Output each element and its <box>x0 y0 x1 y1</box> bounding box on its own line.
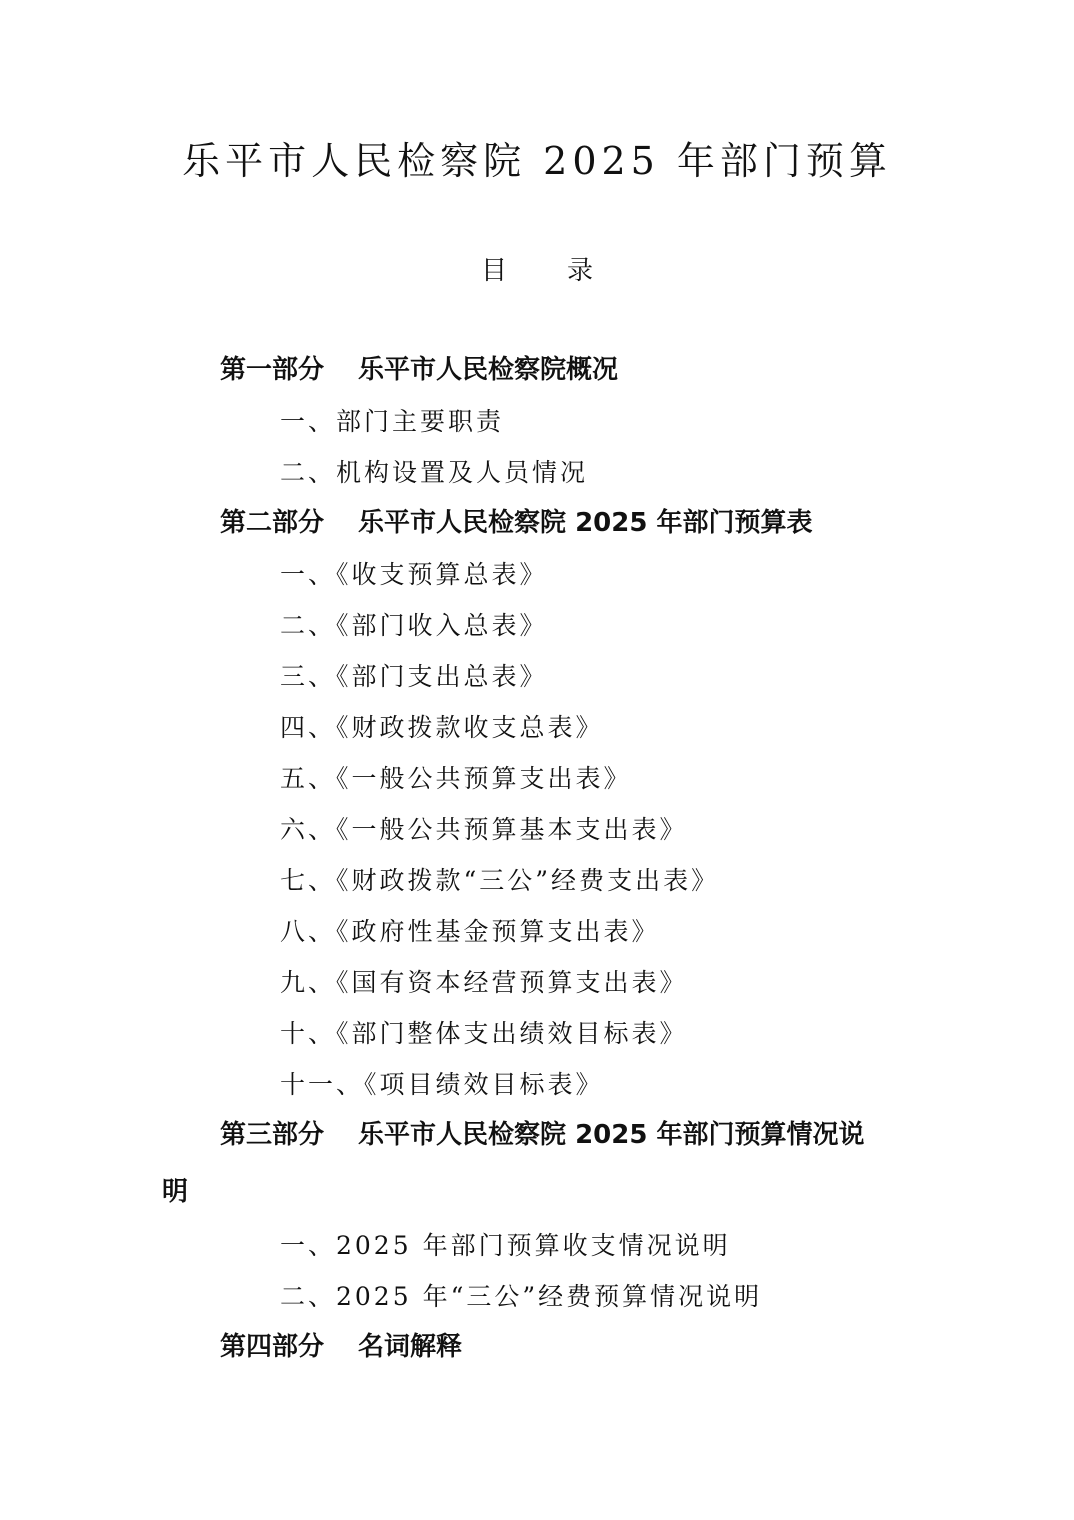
toc-item[interactable]: 二、机构设置及人员情况 <box>280 458 589 487</box>
document-title: 乐平市人民检察院 2025 年部门预算 <box>182 139 892 183</box>
toc-heading <box>0 250 1074 287</box>
part-label: 第三部分 <box>220 1120 325 1150</box>
toc-item[interactable]: 五、《一般公共预算支出表》 <box>280 764 632 793</box>
toc-heading-char-2: 录 <box>567 256 594 286</box>
toc-item[interactable]: 一、《收支预算总表》 <box>280 560 548 589</box>
toc-part-4[interactable] <box>0 1322 1074 1373</box>
toc-item[interactable]: 一、部门主要职责 <box>280 407 505 436</box>
toc-item[interactable]: 四、《财政拨款收支总表》 <box>280 713 604 742</box>
part-title: 名词解释 <box>358 1332 463 1362</box>
part-title-continuation: 明 <box>162 1177 189 1207</box>
toc-part-3[interactable] <box>0 1110 1074 1220</box>
part-title: 乐平市人民检察院概况 <box>358 355 619 385</box>
part-label: 第一部分 <box>220 355 325 385</box>
table-of-contents <box>0 345 1074 1373</box>
toc-part-2[interactable] <box>0 498 1074 549</box>
part-label: 第二部分 <box>220 508 325 538</box>
toc-item[interactable]: 一、2025 年部门预算收支情况说明 <box>280 1231 731 1260</box>
part-label: 第四部分 <box>220 1332 325 1362</box>
toc-heading-char-1: 目 <box>480 256 507 286</box>
toc-item[interactable]: 六、《一般公共预算基本支出表》 <box>280 815 688 844</box>
toc-item[interactable]: 七、《财政拨款“三公”经费支出表》 <box>280 866 720 895</box>
toc-item[interactable]: 八、《政府性基金预算支出表》 <box>280 917 660 946</box>
toc-item[interactable]: 十一、《项目绩效目标表》 <box>280 1070 604 1099</box>
toc-part-1[interactable] <box>0 345 1074 396</box>
part-title: 乐平市人民检察院 2025 年部门预算表 <box>358 508 813 538</box>
toc-item[interactable]: 十、《部门整体支出绩效目标表》 <box>280 1019 688 1048</box>
toc-item[interactable]: 二、《部门收入总表》 <box>280 611 548 640</box>
toc-item[interactable]: 三、《部门支出总表》 <box>280 662 548 691</box>
toc-item[interactable]: 二、2025 年“三公”经费预算情况说明 <box>280 1282 763 1311</box>
toc-item[interactable]: 九、《国有资本经营预算支出表》 <box>280 968 688 997</box>
part-title: 乐平市人民检察院 2025 年部门预算情况说 <box>358 1120 865 1150</box>
